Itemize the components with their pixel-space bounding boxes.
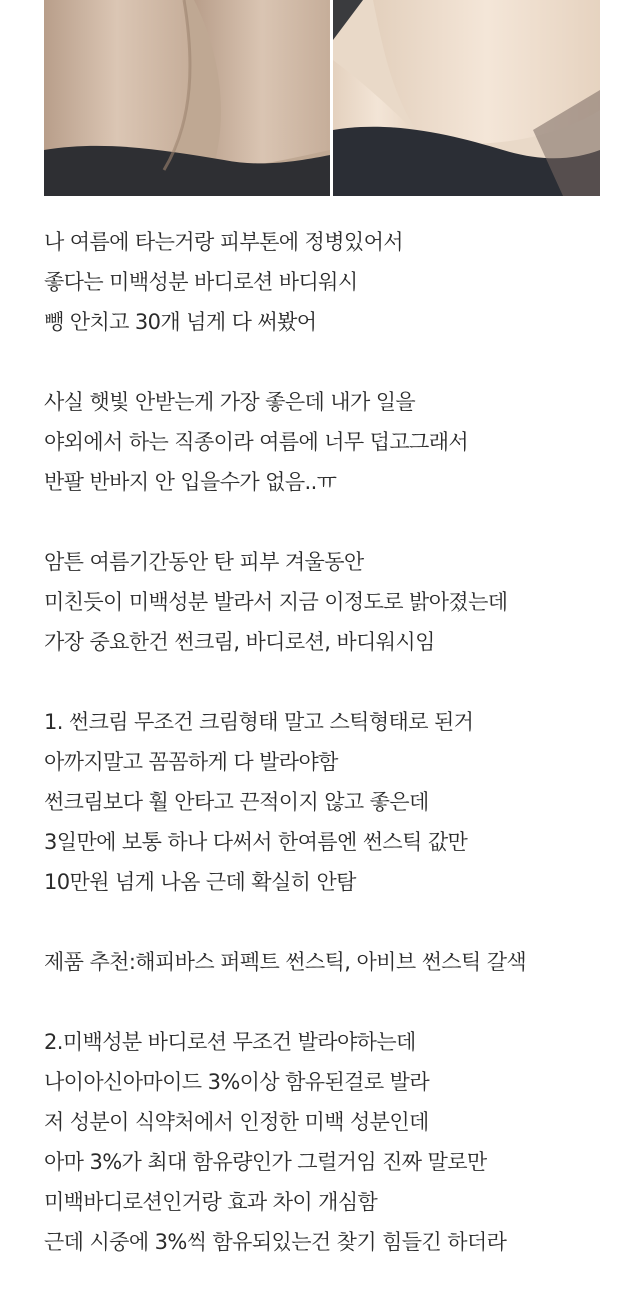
text-line: 미친듯이 미백성분 발라서 지금 이정도로 밝아졌는데 [44, 590, 508, 614]
text-line: 뺑 안치고 30개 넘게 다 써봤어 [44, 310, 317, 334]
legs-photo-after-image [333, 0, 600, 196]
text-line: 10만원 넘게 나옴 근데 확실히 안탐 [44, 870, 356, 894]
legs-photo-before[interactable] [44, 0, 330, 196]
paragraph-sunscreen [44, 702, 624, 902]
text-line: 미백바디로션인거랑 효과 차이 개심함 [44, 1190, 378, 1214]
text-line: 반팔 반바지 안 입을수가 없음..ㅠ [44, 470, 337, 494]
paragraph-body-lotion [44, 1022, 624, 1262]
paragraph-intro [44, 222, 624, 342]
text-line: 아까지말고 꼼꼼하게 다 발라야함 [44, 750, 338, 774]
text-line: 암튼 여름기간동안 탄 피부 겨울동안 [44, 550, 364, 574]
text-line: 나 여름에 타는거랑 피부톤에 정병있어서 [44, 230, 403, 254]
text-line: 3일만에 보통 하나 다써서 한여름엔 썬스틱 값만 [44, 830, 468, 854]
text-line: 사실 햇빛 안받는게 가장 좋은데 내가 일을 [44, 390, 416, 414]
text-line: 야외에서 하는 직종이라 여름에 너무 덥고그래서 [44, 430, 469, 454]
legs-photo-after[interactable] [333, 0, 600, 196]
paragraph-product-recommendation [44, 942, 624, 982]
photo-strip [44, 0, 600, 196]
text-line: 가장 중요한건 썬크림, 바디로션, 바디워시임 [44, 630, 435, 654]
article-body [44, 222, 624, 1302]
paragraph-context [44, 382, 624, 502]
text-line: 저 성분이 식약처에서 인정한 미백 성분인데 [44, 1110, 429, 1134]
text-line: 좋다는 미백성분 바디로션 바디워시 [44, 270, 358, 294]
text-line: 근데 시중에 3%씩 함유되있는건 찾기 힘들긴 하더라 [44, 1230, 507, 1254]
text-line: 나이아신아마이드 3%이상 함유된걸로 발라 [44, 1070, 430, 1094]
text-line: 1. 썬크림 무조건 크림형태 말고 스틱형태로 된거 [44, 710, 474, 734]
paragraph-summary [44, 542, 624, 662]
text-line: 2.미백성분 바디로션 무조건 발라야하는데 [44, 1030, 416, 1054]
text-line: 제품 추천:해피바스 퍼펙트 썬스틱, 아비브 썬스틱 갈색 [44, 950, 527, 974]
legs-photo-before-image [44, 0, 330, 196]
text-line: 아마 3%가 최대 함유량인가 그럴거임 진짜 말로만 [44, 1150, 487, 1174]
text-line: 썬크림보다 훨 안타고 끈적이지 않고 좋은데 [44, 790, 429, 814]
